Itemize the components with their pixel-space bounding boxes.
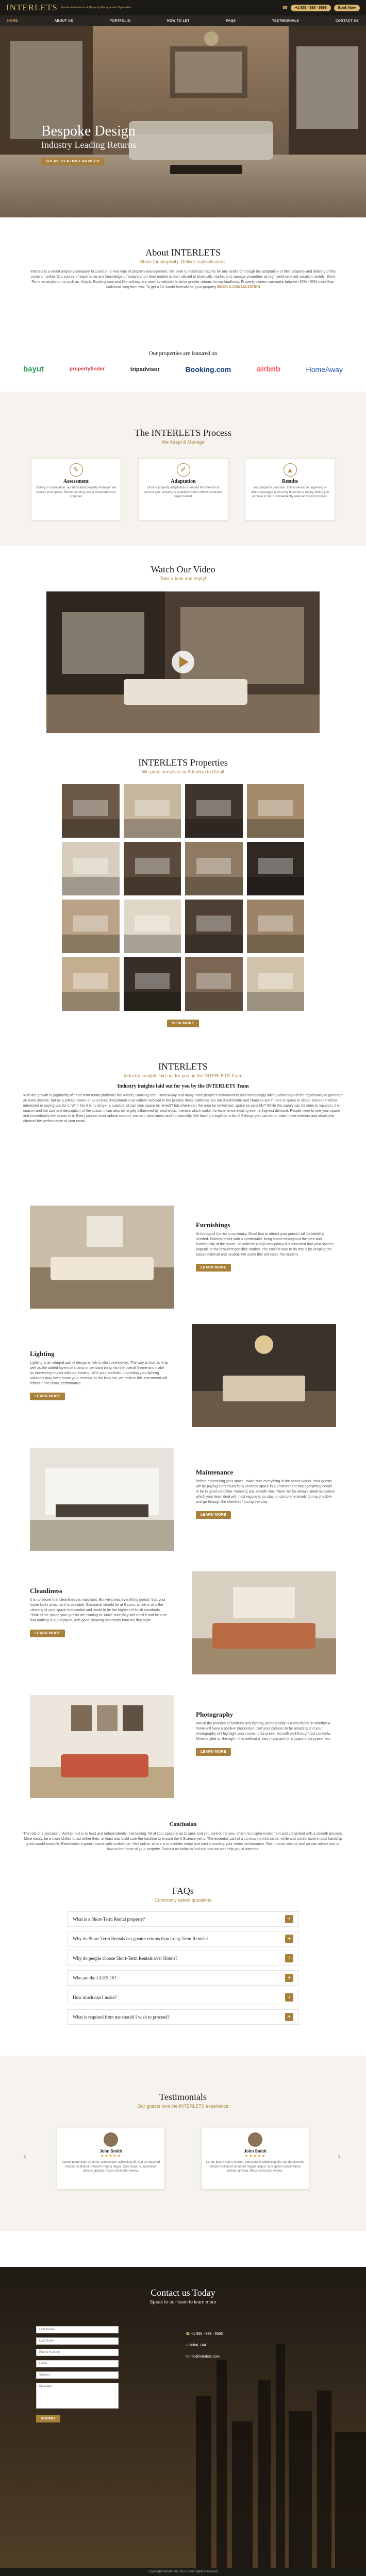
- faq-item[interactable]: [67, 1990, 299, 2005]
- feature-lighting: [30, 1350, 169, 1400]
- hero-image: [0, 26, 366, 217]
- property-thumbnail[interactable]: [124, 784, 181, 838]
- testimonial-name: John Smith: [244, 2149, 267, 2154]
- furnishings-learn-more-button[interactable]: LEARN MORE: [196, 1264, 231, 1272]
- faq-question: Why do Short-Term Rentals net greater returns than Long-Term Rentals?: [73, 1936, 209, 1941]
- property-thumbnail[interactable]: [62, 900, 120, 953]
- furnishings-image: [30, 1206, 174, 1309]
- intro-heading: Industry insights laid out for you by the INTERLETS Team: [117, 1083, 249, 1089]
- feature-title: Cleanliness: [30, 1587, 62, 1595]
- faq-item[interactable]: [67, 2009, 299, 2025]
- phone-input[interactable]: Phone Number: [36, 2349, 119, 2356]
- process-card-assessment: [31, 459, 121, 520]
- process-step-name: Results: [281, 479, 298, 484]
- faq-question: Who are the GUESTS?: [73, 1975, 117, 1980]
- first-name-input[interactable]: First Name: [36, 2326, 119, 2333]
- faq-question: What is required from me should I wish to proceed?: [73, 2014, 170, 2020]
- mail-icon: ✉: [186, 2355, 189, 2359]
- intro-body: With the growth in popularity of short term rental platforms like Airbnb, Booking.com, HomeAway and many more people's homeowners and increasingly taking advantage of the opportunity to generate an extra income, but as a private owner or as a rental investment is as writers involved in the journey these platforms are not discriminate and chances are if there is space to sleep, someone will be interested in paying you for it. With this it is no longer a question of can your space be rented? but where can the area be rented out; space be sensibly? While the supply can be seen to vacation, the season and the size and description of the space, it can also be largely influenced by aesthetics, interiors which make the experience exciting even in highest demand. People need to see your space and immediately feel drawn to it. Every picture must radiate comfort, warmth, cleanliness and functionality. We have put together a list of 6 things you can do to make these interiors and absolutely channel the performance of your rental.: [23, 1094, 343, 1123]
- logo-homeaway: HomeAway: [306, 365, 343, 374]
- subject-input[interactable]: Subject: [36, 2371, 119, 2379]
- avatar: [248, 2132, 262, 2147]
- contact-address: Dubai, UAE: [188, 2344, 208, 2347]
- photography-learn-more-button[interactable]: LEARN MORE: [196, 1748, 231, 1756]
- testimonials-section: [0, 2056, 366, 2231]
- property-thumbnail[interactable]: [247, 842, 305, 895]
- nav-portfolio[interactable]: PORTFOLIO: [109, 19, 131, 23]
- hero-banner: [0, 26, 366, 217]
- property-thumbnail[interactable]: [185, 784, 243, 838]
- header-phone[interactable]: +1 555 - 888 - 5566: [291, 5, 330, 11]
- faq-item[interactable]: [67, 1931, 299, 1946]
- intro-subtitle: Industry Insights laid out for you by the INTERLETS Team: [123, 1073, 243, 1078]
- nav-testimonials[interactable]: TESTIMONIALS: [272, 19, 300, 23]
- property-thumbnail[interactable]: [62, 842, 120, 895]
- faq-subtitle: Commonly asked questions: [154, 1897, 212, 1903]
- avatar: [104, 2132, 118, 2147]
- contact-phone[interactable]: +1 555 - 888 - 5566: [191, 2332, 223, 2336]
- star-rating-icon: ★★★★★: [244, 2154, 266, 2158]
- maintenance-learn-more-button[interactable]: LEARN MORE: [196, 1511, 231, 1519]
- feature-maintenance: [196, 1468, 335, 1519]
- testimonial-card: [57, 2128, 165, 2190]
- photography-image: [30, 1695, 174, 1798]
- contact-subtitle: Speak to our team to learn more: [149, 2299, 217, 2304]
- feature-photography: [196, 1710, 335, 1756]
- faq-item[interactable]: [67, 1911, 299, 1927]
- cleanliness-learn-more-button[interactable]: LEARN MORE: [30, 1630, 65, 1637]
- nav-faqs[interactable]: FAQS: [226, 19, 236, 23]
- property-thumbnail[interactable]: [247, 900, 305, 953]
- about-subtitle: Strive for simplicity. Deliver sophistication.: [140, 259, 226, 264]
- process-step-text: During a consultation, our dedicated property manager will assess your space. Before sending over a comprehensive proposal.: [36, 486, 117, 498]
- maintenance-image: [30, 1448, 174, 1551]
- clipboard-icon: ✎: [70, 463, 83, 477]
- process-step-name: Assessment: [63, 479, 89, 484]
- chevron-left-icon[interactable]: ‹: [23, 2151, 26, 2161]
- faq-item[interactable]: [67, 1951, 299, 1966]
- nav-home[interactable]: HOME: [7, 19, 18, 23]
- property-thumbnail[interactable]: [124, 842, 181, 895]
- property-thumbnail[interactable]: [185, 842, 243, 895]
- view-more-button[interactable]: VIEW MORE: [167, 1020, 199, 1027]
- pencil-ruler-icon: ✐: [177, 463, 190, 477]
- lighting-learn-more-button[interactable]: LEARN MORE: [30, 1393, 65, 1400]
- faq-question: How much can I make?: [73, 1995, 117, 2000]
- contact-info: [186, 2329, 223, 2363]
- phone-icon: ☎: [282, 5, 288, 10]
- feature-text: Lighting is an integral part of design which is often overlooked. The way a room is lit as well as the added layers of a lamp or pendant bring into the overall theme and make an interesting impact with our hosting. With your portfolio, upgrading your lighting solutions may even boost your reviews. In the long run, we believe this investment will reflect in the rental performance.: [30, 1361, 169, 1385]
- nav-contact[interactable]: CONTACT US: [335, 19, 359, 23]
- testimonial-text: Lorem ipsum dolor sit amet, consectetur adipiscing elit, sed do eiusmod tempor incididunt ut labore magna aliqua. Quis ipsum suspendisse ultrices gravida. Risus commodo viverra.: [61, 2161, 160, 2173]
- book-consultation-link[interactable]: BOOK A CONSULTATION: [217, 285, 260, 289]
- plus-icon[interactable]: +: [285, 1974, 293, 1982]
- feature-title: Furnishings: [196, 1221, 230, 1229]
- about-title: About INTERLETS: [145, 247, 221, 258]
- nav-about[interactable]: ABOUT US: [54, 19, 73, 23]
- hero-title: Bespoke Design: [41, 123, 136, 139]
- testimonials-title: Testimonials: [159, 2092, 207, 2102]
- testimonial-text: Lorem ipsum dolor sit amet, consectetur adipiscing elit, sed do eiusmod tempor incididunt ut labore magna aliqua. Quis ipsum suspendisse ultrices gravida. Risus commodo viverra.: [206, 2161, 305, 2173]
- testimonial-name: John Smith: [99, 2149, 122, 2154]
- process-card-adaptation: [138, 459, 228, 520]
- testimonial-card: [201, 2128, 309, 2190]
- featured-title: Our properties are featured on: [148, 350, 218, 357]
- faq-item[interactable]: [67, 1970, 299, 1986]
- message-textarea[interactable]: Message: [36, 2383, 119, 2409]
- cleanliness-image: [192, 1571, 336, 1674]
- feature-title: Maintenance: [196, 1468, 234, 1476]
- process-subtitle: We Adapt & Manage: [161, 439, 205, 445]
- process-step-text: Once a property adaptation is needed the interiors to ensure your property is a perfect match with its expected target market.: [144, 486, 222, 498]
- chart-icon: ▲: [284, 463, 297, 477]
- nav-how-to-let[interactable]: HOW TO LET: [167, 19, 190, 23]
- faq-question: What is a Short-Term Rental property?: [73, 1917, 145, 1922]
- lighting-image: [192, 1324, 336, 1427]
- plus-icon[interactable]: +: [285, 1993, 293, 2002]
- plus-icon[interactable]: +: [285, 1915, 293, 1923]
- footer: [0, 2568, 366, 2576]
- feature-text: Before advertising your space, make sure everything in the space works. Your guests will be paying a premium for a serviced space in a environment that everything needs to be in good condition. Running any smooth line. There will be always small occasions which your team deal with host regularly; so stay on comprehensively during check-in and go through the check-in / during the stay.: [196, 1480, 335, 1504]
- feature-furnishings: [196, 1221, 335, 1272]
- feature-text: At the top of the list is continuity. Good first to attract your guests' will be bedding needed. Entertainment with a comfortable living space throughout the idea and functionality of the space. To achieve a high occupancy it is assumed that your spaces appeals to the broadest possible market. The easiest way to do this is by keeping the pieces minimal and neutral. For some this will mean the modern.: [196, 1232, 334, 1257]
- about-body-text: Interlets is a rental property company focused on a new type of property management. We seek to maximize returns for any landlord through the adaptation of their property and delivery of the content market. Our source of experience and knowledge of today's short term market is then utilized to physically market and manage properties as high yield serviced vacation rentals. Short Term rental platforms such as: Airbnb, Booking.com and HomeAway are used as vehicles to drive greater returns for our landlords. Property owners can make between 20% - 50% more than traditional long term lets. To get a 10 month forecast for your property: [30, 270, 336, 289]
- logo[interactable]: [6, 3, 133, 13]
- submit-button[interactable]: SUBMIT: [36, 2415, 60, 2422]
- property-gallery: [62, 784, 304, 1011]
- process-step-name: Adaptation: [171, 479, 196, 484]
- logo-mark: INTERLETS: [6, 3, 58, 12]
- about-body: [28, 269, 338, 290]
- property-thumbnail[interactable]: [62, 784, 120, 838]
- process-card-results: [245, 459, 335, 520]
- video-subtitle: Take a look and enjoy!: [160, 576, 206, 581]
- logo-propertyfinder: propertyfinder: [69, 366, 105, 372]
- conclusion-body: The role of a successful Airbnb host is to trust and independently maintaining. All of your space is up to spec and you control the your charm to inspire investment and consistent with a smooth process. More easily, be a more skilled to act either then, at least was build sure the hardline to ensure the 5 Science yet is. The essential part of a community who settle, while and comfortable impact hardship guest would possible. Establishes a great income with confidence. Visit online, where is to Interlets today and start improving your rental performance. Get in touch with us and we can advise you on how to the future of your property. Contact us today to find out how we can help you at Interlets.: [23, 1832, 343, 1851]
- book-now-button[interactable]: Book Now: [334, 5, 360, 11]
- video-title: Watch Our Video: [151, 564, 215, 574]
- conclusion-title: Conclusion: [169, 1821, 197, 1827]
- faq-question: Why do people choose Short-Term Rentals over Hotels?: [73, 1956, 178, 1961]
- contact-title: Contact us Today: [151, 2287, 215, 2298]
- video-player[interactable]: [46, 591, 320, 733]
- star-rating-icon: ★★★★★: [100, 2154, 122, 2158]
- feature-cleanliness: [30, 1587, 169, 1637]
- main-nav: [0, 15, 366, 26]
- faq-title: FAQs: [172, 1886, 194, 1896]
- properties-subtitle: We pride ourselves in Attention to Detail: [142, 769, 224, 774]
- testimonials-subtitle: Our guests love the INTERLETS experience: [137, 2104, 229, 2109]
- hero-subtitle: Industry Leading Returns: [41, 140, 136, 150]
- location-icon: ⌖: [186, 2344, 188, 2347]
- intro-title: INTERLETS: [158, 1061, 208, 1072]
- feature-text: It is no secret that cleanliness is important. But we stress everything guests' that your home looks sharp as it is possible. Standards should be at 5 stars, which is why the cleaning of your space is essential and made to be the highest of finish standards. Think of the space your guests are coming to. Make sure they will smell it and be sure that nothing is out of place, with good cleaning standards from the first night.: [30, 1598, 167, 1622]
- contact-email[interactable]: info@interlets.com: [189, 2355, 220, 2359]
- plus-icon[interactable]: +: [285, 1935, 293, 1943]
- plus-icon[interactable]: +: [285, 1954, 293, 1962]
- last-name-input[interactable]: Last Name: [36, 2337, 119, 2345]
- property-thumbnail[interactable]: [124, 957, 181, 1011]
- logo-tripadvisor: tripadvisor: [130, 366, 160, 372]
- top-bar: [0, 0, 366, 15]
- footer-copyright: Copyright ©2020 INTERLETS All Rights Reserved: [148, 2570, 218, 2573]
- logo-bayut: bayut: [23, 365, 44, 374]
- feature-title: Lighting: [30, 1350, 55, 1358]
- video-thumbnail: [46, 591, 320, 733]
- logo-tagline: Residential Interiors & Property Management Specialists: [60, 6, 132, 9]
- process-title: The INTERLETS Process: [135, 428, 231, 438]
- property-thumbnail[interactable]: [62, 957, 120, 1011]
- property-thumbnail[interactable]: [124, 900, 181, 953]
- properties-title: INTERLETS Properties: [138, 757, 228, 768]
- property-thumbnail[interactable]: [247, 957, 305, 1011]
- process-step-text: Your property goes live. This is when the beginning of where managed guest-only becomes a reality, letting you achieve in full in consequently rates and build incomes.: [251, 486, 329, 498]
- logo-booking: Booking.com: [185, 365, 231, 374]
- about-section: [0, 247, 366, 290]
- property-thumbnail[interactable]: [185, 957, 243, 1011]
- property-thumbnail[interactable]: [247, 784, 305, 838]
- property-thumbnail[interactable]: [185, 900, 243, 953]
- hero-cta-button[interactable]: SPEAK TO A HOST ADVISOR: [41, 158, 104, 165]
- plus-icon[interactable]: +: [285, 2013, 293, 2021]
- phone-icon: ☎: [186, 2332, 190, 2336]
- feature-title: Photography: [196, 1710, 234, 1718]
- featured-section: [0, 350, 366, 374]
- chevron-right-icon[interactable]: ›: [338, 2151, 341, 2161]
- feature-text: Would the pictures of furniture and lighting, photography is a vital factor in whether a home will have a positive impression. Get your pictures to be amazing and your photography will highlight your rooms to be presented with well-thought out contents. Mixed-styled on the right - this method is very important for a space to be presented.: [196, 1722, 331, 1741]
- logo-airbnb: airbnb: [257, 365, 280, 374]
- email-input[interactable]: Email: [36, 2360, 119, 2367]
